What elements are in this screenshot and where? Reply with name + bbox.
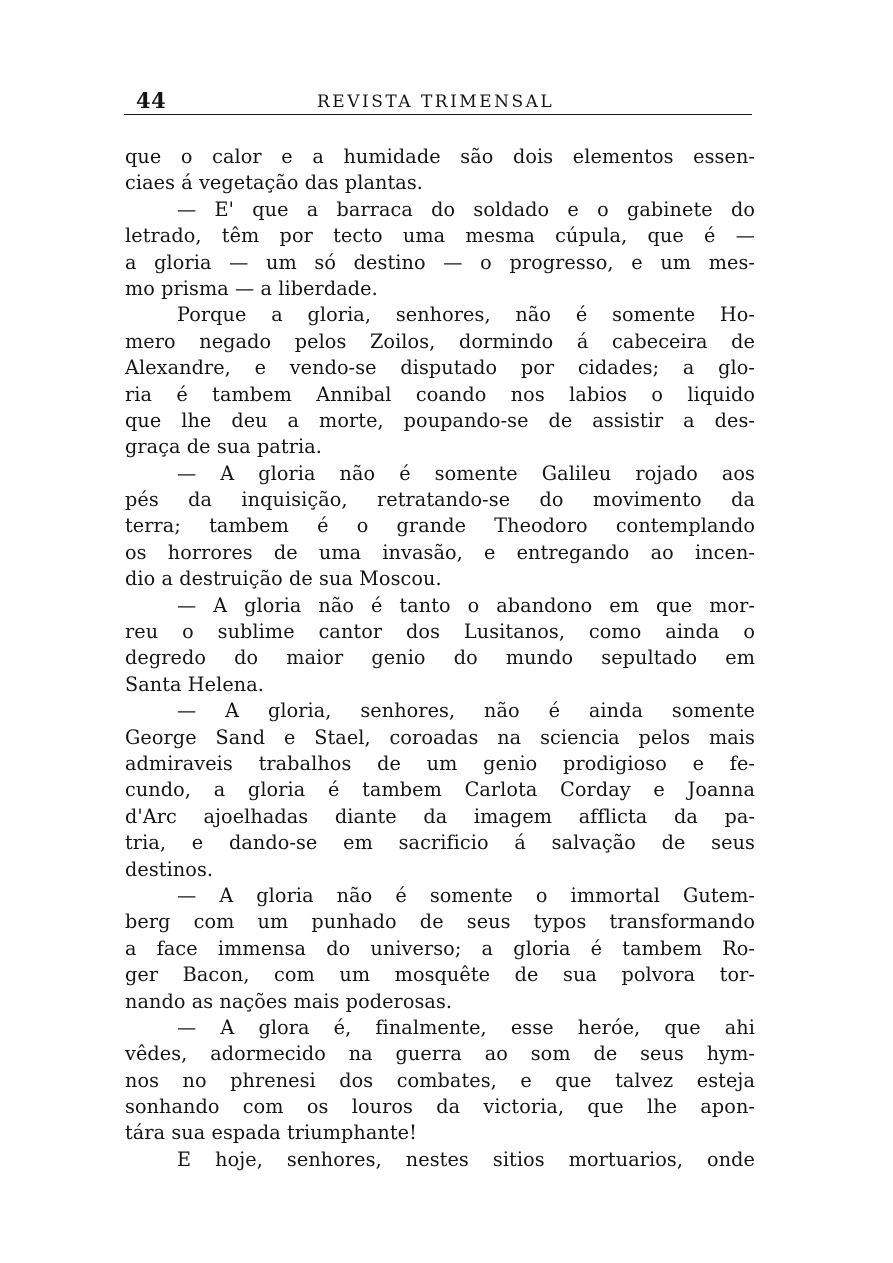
text-line: ciaes á vegetação das plantas. <box>125 171 423 195</box>
text-line: pés da inquisição, retratando-se do movimento da <box>125 488 755 512</box>
text-line: — A gloria não é somente Galileu rojado aos <box>177 461 755 485</box>
text-line: terra; tambem é o grande Theodoro contemplando <box>125 514 755 538</box>
text-line: que lhe deu a morte, poupando-se de assistir a des- <box>125 408 755 432</box>
text-line: mo prisma — a liberdade. <box>125 276 378 300</box>
text-line: — E' que a barraca do soldado e o gabinete do <box>177 197 755 221</box>
text-line: berg com um punhado de seus typos transformando <box>125 910 755 934</box>
text-line: Santa Helena. <box>125 672 264 696</box>
text-line: — A gloria não é somente o immortal Gutem- <box>177 883 755 907</box>
page-header <box>124 86 752 115</box>
text-line: ria é tambem Annibal coando nos labios o liquido <box>125 382 755 406</box>
text-line: os horrores de uma invasão, e entregando ao incen- <box>125 540 755 564</box>
text-line: dio a destruição de sua Moscou. <box>125 567 442 591</box>
text-line: ger Bacon, com um mosquête de sua polvora tor- <box>125 963 755 987</box>
text-line: destinos. <box>125 857 214 881</box>
body-text <box>125 144 755 1173</box>
text-line: tria, e dando-se em sacrificio á salvação de seus <box>125 831 755 855</box>
text-line: nos no phrenesi dos combates, e que talvez esteja <box>125 1068 755 1092</box>
text-line: George Sand e Stael, coroadas na sciencia pelos mais <box>125 725 755 749</box>
text-line: graça de sua patria. <box>125 435 322 459</box>
page-number: 44 <box>136 88 167 113</box>
text-line: tára sua espada triumphante! <box>125 1121 417 1145</box>
text-line: nando as nações mais poderosas. <box>125 989 453 1013</box>
text-line: que o calor e a humidade são dois elementos essen- <box>125 145 755 168</box>
text-line: a gloria — um só destino — o progresso, e um mes- <box>125 250 755 274</box>
text-line: — A glora é, finalmente, esse heróe, que ahi <box>177 1015 755 1039</box>
text-line: degredo do maior genio do mundo sepultado em <box>125 646 755 670</box>
text-line: mero negado pelos Zoilos, dormindo á cabeceira de <box>125 329 755 353</box>
text-line: admiraveis trabalhos de um genio prodigioso e fe- <box>125 751 755 775</box>
text-line: Porque a gloria, senhores, não é somente Ho- <box>177 303 755 327</box>
text-line: cundo, a gloria é tambem Carlota Corday e Joanna <box>125 778 755 802</box>
text-line: — A gloria, senhores, não é ainda somente <box>177 699 755 723</box>
text-line: letrado, têm por tecto uma mesma cúpula, que é — <box>125 224 755 248</box>
running-title: REVISTA TRIMENSAL <box>317 92 555 112</box>
text-line: vêdes, adormecido na guerra ao som de seus hym- <box>125 1042 755 1066</box>
text-line: — A gloria não é tanto o abandono em que mor- <box>177 593 755 617</box>
text-line: sonhando com os louros da victoria, que lhe apon- <box>125 1095 755 1119</box>
text-line: Alexandre, e vendo-se disputado por cidades; a glo- <box>125 356 755 380</box>
text-line: E hoje, senhores, nestes sitios mortuarios, onde <box>177 1147 755 1171</box>
text-line: reu o sublime cantor dos Lusitanos, como ainda o <box>125 620 755 644</box>
text-line: a face immensa do universo; a gloria é tambem Ro- <box>125 936 755 960</box>
text-line: d'Arc ajoelhadas diante da imagem afflicta da pa- <box>125 804 755 828</box>
